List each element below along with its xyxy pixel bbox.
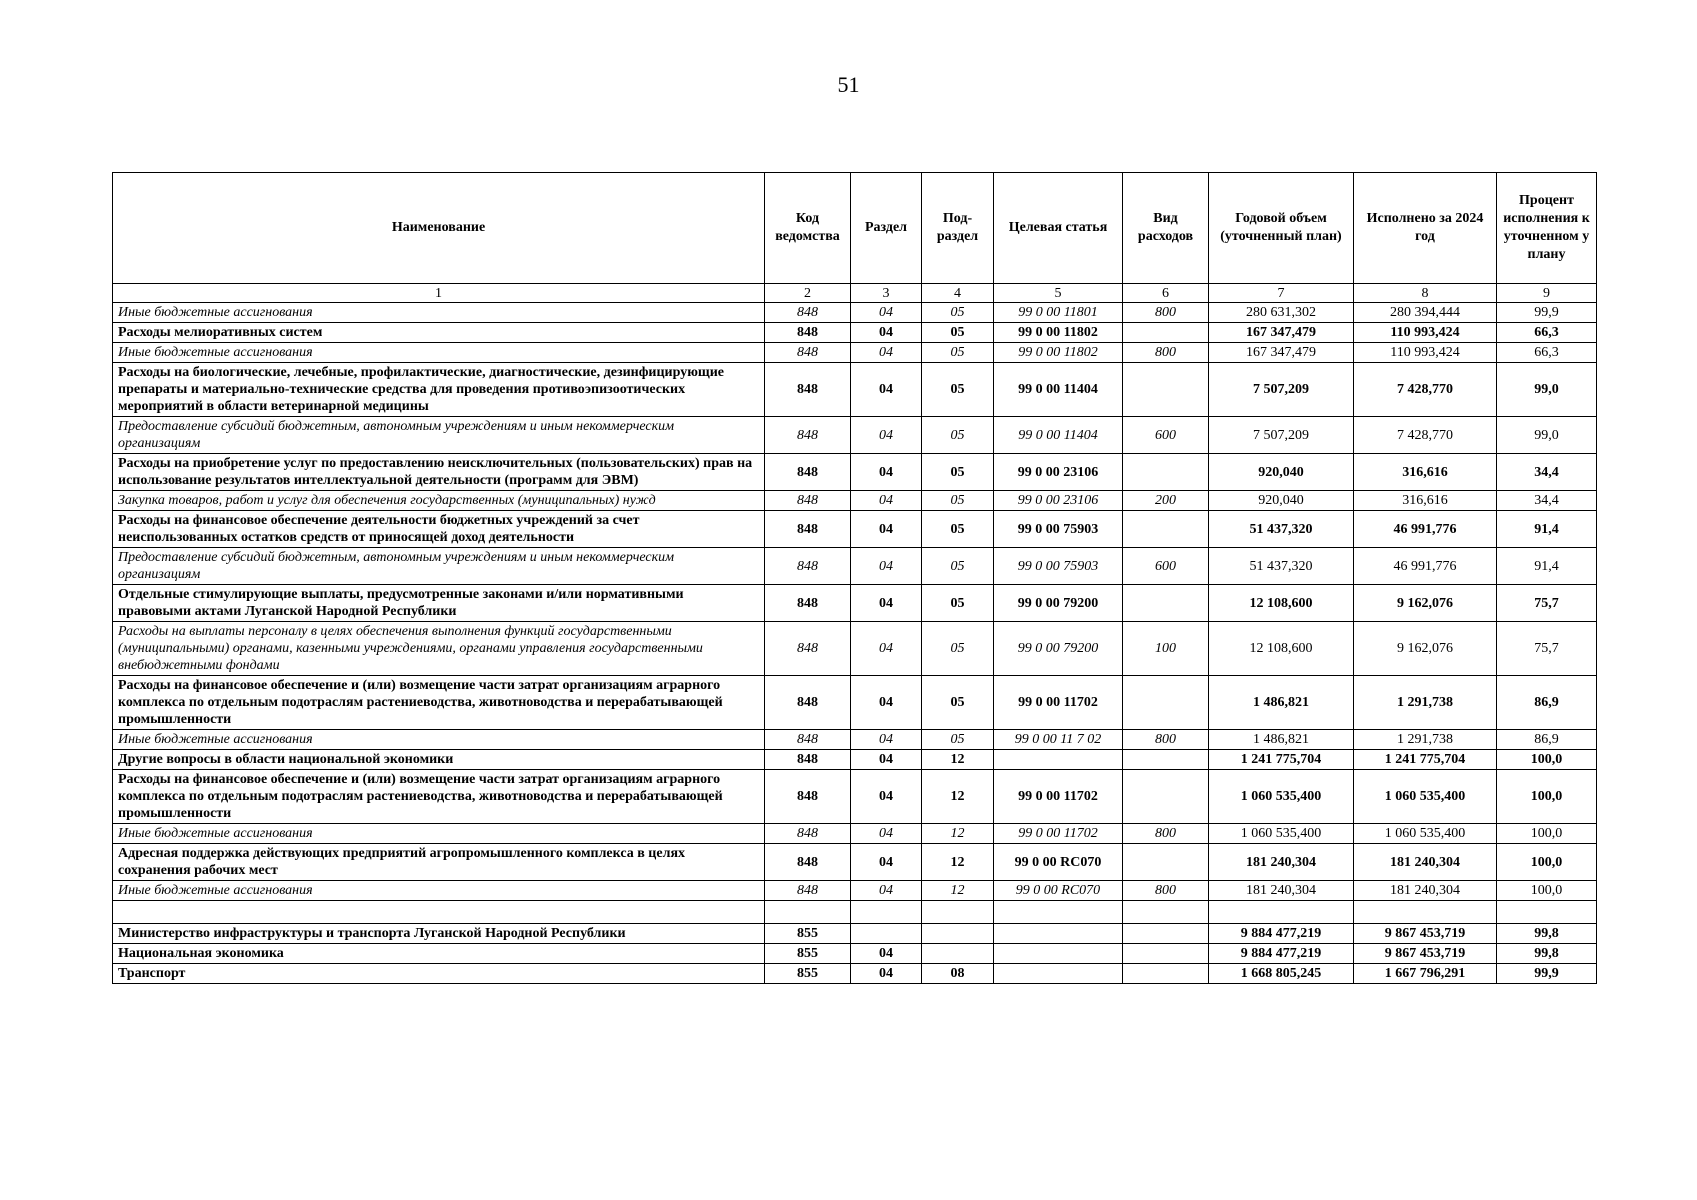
table-row xyxy=(113,363,1597,417)
row-section: 04 xyxy=(851,622,922,676)
row-expense-type: 600 xyxy=(1123,548,1209,585)
row-name: Иные бюджетные ассигнования xyxy=(113,343,765,363)
row-section: 04 xyxy=(851,511,922,548)
row-dept-code: 848 xyxy=(765,323,851,343)
row-annual-plan: 12 108,600 xyxy=(1209,622,1354,676)
row-annual-plan: 1 486,821 xyxy=(1209,676,1354,730)
row-executed: 280 394,444 xyxy=(1354,303,1497,323)
row-percent: 91,4 xyxy=(1497,511,1597,548)
row-annual-plan: 51 437,320 xyxy=(1209,548,1354,585)
row-executed: 1 291,738 xyxy=(1354,730,1497,750)
column-number: 8 xyxy=(1354,284,1497,303)
row-dept-code: 848 xyxy=(765,730,851,750)
row-executed: 1 291,738 xyxy=(1354,676,1497,730)
row-executed: 110 993,424 xyxy=(1354,343,1497,363)
row-executed: 316,616 xyxy=(1354,454,1497,491)
row-dept-code: 855 xyxy=(765,944,851,964)
row-percent: 66,3 xyxy=(1497,323,1597,343)
row-percent: 86,9 xyxy=(1497,676,1597,730)
row-dept-code xyxy=(765,901,851,924)
row-name: Иные бюджетные ассигнования xyxy=(113,881,765,901)
row-subsection: 05 xyxy=(922,548,994,585)
row-executed: 46 991,776 xyxy=(1354,548,1497,585)
row-expense-type xyxy=(1123,924,1209,944)
table-row xyxy=(113,417,1597,454)
row-annual-plan: 9 884 477,219 xyxy=(1209,944,1354,964)
row-subsection: 12 xyxy=(922,770,994,824)
row-dept-code: 848 xyxy=(765,303,851,323)
row-expense-type: 200 xyxy=(1123,491,1209,511)
header-expense-type: Вид расходов xyxy=(1123,173,1209,284)
row-target-article: 99 0 00 11802 xyxy=(994,343,1123,363)
row-executed: 1 241 775,704 xyxy=(1354,750,1497,770)
row-section: 04 xyxy=(851,454,922,491)
table-row xyxy=(113,844,1597,881)
row-executed: 181 240,304 xyxy=(1354,881,1497,901)
row-section: 04 xyxy=(851,548,922,585)
row-annual-plan: 1 486,821 xyxy=(1209,730,1354,750)
row-executed: 1 667 796,291 xyxy=(1354,964,1497,984)
row-section: 04 xyxy=(851,363,922,417)
row-dept-code: 855 xyxy=(765,964,851,984)
row-subsection: 12 xyxy=(922,824,994,844)
row-target-article: 99 0 00 11702 xyxy=(994,676,1123,730)
row-executed: 110 993,424 xyxy=(1354,323,1497,343)
column-number: 3 xyxy=(851,284,922,303)
table-row xyxy=(113,622,1597,676)
table-row xyxy=(113,924,1597,944)
row-executed: 9 867 453,719 xyxy=(1354,924,1497,944)
row-section: 04 xyxy=(851,964,922,984)
row-subsection: 05 xyxy=(922,323,994,343)
row-expense-type xyxy=(1123,363,1209,417)
table-row xyxy=(113,676,1597,730)
table-row xyxy=(113,343,1597,363)
row-target-article: 99 0 00 RC070 xyxy=(994,844,1123,881)
table-row xyxy=(113,585,1597,622)
row-dept-code: 848 xyxy=(765,824,851,844)
row-expense-type: 800 xyxy=(1123,824,1209,844)
row-subsection: 05 xyxy=(922,676,994,730)
row-percent xyxy=(1497,901,1597,924)
row-expense-type xyxy=(1123,511,1209,548)
row-expense-type: 800 xyxy=(1123,730,1209,750)
row-annual-plan: 167 347,479 xyxy=(1209,343,1354,363)
row-executed: 316,616 xyxy=(1354,491,1497,511)
row-subsection: 05 xyxy=(922,585,994,622)
row-subsection: 08 xyxy=(922,964,994,984)
row-dept-code: 848 xyxy=(765,750,851,770)
table-row xyxy=(113,750,1597,770)
column-number: 9 xyxy=(1497,284,1597,303)
table-row xyxy=(113,824,1597,844)
row-expense-type xyxy=(1123,901,1209,924)
row-target-article: 99 0 00 11802 xyxy=(994,323,1123,343)
row-annual-plan: 1 668 805,245 xyxy=(1209,964,1354,984)
table-row xyxy=(113,511,1597,548)
row-dept-code: 848 xyxy=(765,676,851,730)
row-percent: 99,8 xyxy=(1497,944,1597,964)
row-annual-plan: 7 507,209 xyxy=(1209,363,1354,417)
row-target-article xyxy=(994,924,1123,944)
row-section xyxy=(851,924,922,944)
row-subsection: 12 xyxy=(922,881,994,901)
row-name: Расходы мелиоративных систем xyxy=(113,323,765,343)
row-dept-code: 848 xyxy=(765,770,851,824)
row-subsection xyxy=(922,924,994,944)
row-percent: 75,7 xyxy=(1497,585,1597,622)
row-annual-plan xyxy=(1209,901,1354,924)
row-expense-type xyxy=(1123,750,1209,770)
row-section: 04 xyxy=(851,585,922,622)
column-number: 5 xyxy=(994,284,1123,303)
row-name: Расходы на биологические, лечебные, профилактические, диагностические, дезинфицирующие препараты и материально-технические средства для проведения противоэпизоотических мероприятий в области ветеринарной медицины xyxy=(113,363,765,417)
row-percent: 100,0 xyxy=(1497,881,1597,901)
header-annual-plan: Годовой объем (уточненный план) xyxy=(1209,173,1354,284)
row-name: Расходы на финансовое обеспечение деятельности бюджетных учреждений за счет неиспользованных остатков средств от приносящей доход деятельности xyxy=(113,511,765,548)
row-percent: 34,4 xyxy=(1497,454,1597,491)
row-annual-plan: 1 241 775,704 xyxy=(1209,750,1354,770)
row-section: 04 xyxy=(851,824,922,844)
table-row xyxy=(113,964,1597,984)
row-subsection: 12 xyxy=(922,750,994,770)
row-subsection: 05 xyxy=(922,491,994,511)
row-subsection: 05 xyxy=(922,303,994,323)
row-subsection: 05 xyxy=(922,454,994,491)
row-expense-type: 100 xyxy=(1123,622,1209,676)
row-target-article: 99 0 00 11702 xyxy=(994,824,1123,844)
row-expense-type xyxy=(1123,585,1209,622)
row-dept-code: 848 xyxy=(765,585,851,622)
row-target-article: 99 0 00 23106 xyxy=(994,491,1123,511)
row-annual-plan: 51 437,320 xyxy=(1209,511,1354,548)
table-header xyxy=(113,173,1597,303)
row-subsection: 05 xyxy=(922,343,994,363)
row-percent: 100,0 xyxy=(1497,750,1597,770)
row-executed xyxy=(1354,901,1497,924)
header-target-article: Целевая статья xyxy=(994,173,1123,284)
row-name: Закупка товаров, работ и услуг для обеспечения государственных (муниципальных) нужд xyxy=(113,491,765,511)
row-section: 04 xyxy=(851,323,922,343)
row-name: Другие вопросы в области национальной экономики xyxy=(113,750,765,770)
column-number: 2 xyxy=(765,284,851,303)
row-target-article: 99 0 00 11702 xyxy=(994,770,1123,824)
row-name: Министерство инфраструктуры и транспорта Луганской Народной Республики xyxy=(113,924,765,944)
header-percent: Процент исполнения к уточненном у плану xyxy=(1497,173,1597,284)
row-percent: 75,7 xyxy=(1497,622,1597,676)
table-row xyxy=(113,303,1597,323)
column-number: 1 xyxy=(113,284,765,303)
row-name: Адресная поддержка действующих предприятий агропромышленного комплекса в целях сохранения рабочих мест xyxy=(113,844,765,881)
row-subsection xyxy=(922,944,994,964)
table-row xyxy=(113,944,1597,964)
row-target-article: 99 0 00 RC070 xyxy=(994,881,1123,901)
row-executed: 181 240,304 xyxy=(1354,844,1497,881)
row-expense-type xyxy=(1123,964,1209,984)
row-expense-type xyxy=(1123,844,1209,881)
row-dept-code: 848 xyxy=(765,548,851,585)
row-name: Транспорт xyxy=(113,964,765,984)
row-annual-plan: 1 060 535,400 xyxy=(1209,824,1354,844)
row-section: 04 xyxy=(851,676,922,730)
row-section: 04 xyxy=(851,844,922,881)
row-percent: 99,9 xyxy=(1497,303,1597,323)
header-name: Наименование xyxy=(113,173,765,284)
row-name: Расходы на приобретение услуг по предоставлению неисключительных (пользовательских) прав на использование результатов интеллектуальной деятельности (программ для ЭВМ) xyxy=(113,454,765,491)
row-name: Иные бюджетные ассигнования xyxy=(113,824,765,844)
row-section: 04 xyxy=(851,491,922,511)
column-number: 4 xyxy=(922,284,994,303)
row-target-article xyxy=(994,901,1123,924)
row-subsection: 05 xyxy=(922,417,994,454)
row-section: 04 xyxy=(851,881,922,901)
header-section: Раздел xyxy=(851,173,922,284)
row-executed: 1 060 535,400 xyxy=(1354,770,1497,824)
row-expense-type xyxy=(1123,770,1209,824)
row-target-article: 99 0 00 11404 xyxy=(994,417,1123,454)
row-executed: 1 060 535,400 xyxy=(1354,824,1497,844)
row-target-article xyxy=(994,750,1123,770)
row-section: 04 xyxy=(851,730,922,750)
table-body xyxy=(113,303,1597,984)
table-row xyxy=(113,454,1597,491)
row-annual-plan: 181 240,304 xyxy=(1209,881,1354,901)
row-percent: 66,3 xyxy=(1497,343,1597,363)
table-row xyxy=(113,491,1597,511)
row-target-article: 99 0 00 23106 xyxy=(994,454,1123,491)
row-percent: 99,0 xyxy=(1497,363,1597,417)
row-expense-type: 800 xyxy=(1123,881,1209,901)
row-target-article xyxy=(994,964,1123,984)
row-percent: 100,0 xyxy=(1497,844,1597,881)
table-row xyxy=(113,323,1597,343)
row-dept-code: 848 xyxy=(765,881,851,901)
row-dept-code: 848 xyxy=(765,417,851,454)
row-section: 04 xyxy=(851,944,922,964)
row-dept-code: 855 xyxy=(765,924,851,944)
table-row xyxy=(113,770,1597,824)
row-subsection: 05 xyxy=(922,622,994,676)
row-section: 04 xyxy=(851,770,922,824)
row-annual-plan: 1 060 535,400 xyxy=(1209,770,1354,824)
row-subsection: 05 xyxy=(922,363,994,417)
row-name: Отдельные стимулирующие выплаты, предусмотренные законами и/или нормативными правовыми актами Луганской Народной Республики xyxy=(113,585,765,622)
row-subsection: 05 xyxy=(922,730,994,750)
row-target-article: 99 0 00 75903 xyxy=(994,548,1123,585)
row-executed: 7 428,770 xyxy=(1354,363,1497,417)
row-dept-code: 848 xyxy=(765,343,851,363)
header-row xyxy=(113,173,1597,284)
table-row xyxy=(113,548,1597,585)
row-section: 04 xyxy=(851,343,922,363)
row-section: 04 xyxy=(851,303,922,323)
row-executed: 46 991,776 xyxy=(1354,511,1497,548)
column-number: 7 xyxy=(1209,284,1354,303)
row-name: Национальная экономика xyxy=(113,944,765,964)
row-expense-type: 800 xyxy=(1123,303,1209,323)
row-dept-code: 848 xyxy=(765,511,851,548)
row-subsection: 05 xyxy=(922,511,994,548)
row-name: Иные бюджетные ассигнования xyxy=(113,303,765,323)
row-executed: 9 867 453,719 xyxy=(1354,944,1497,964)
row-annual-plan: 9 884 477,219 xyxy=(1209,924,1354,944)
row-annual-plan: 920,040 xyxy=(1209,491,1354,511)
row-percent: 99,8 xyxy=(1497,924,1597,944)
row-section: 04 xyxy=(851,750,922,770)
table-row xyxy=(113,730,1597,750)
row-dept-code: 848 xyxy=(765,491,851,511)
row-annual-plan: 12 108,600 xyxy=(1209,585,1354,622)
row-dept-code: 848 xyxy=(765,622,851,676)
row-expense-type xyxy=(1123,944,1209,964)
row-target-article: 99 0 00 11 7 02 xyxy=(994,730,1123,750)
row-dept-code: 848 xyxy=(765,363,851,417)
row-name: Предоставление субсидий бюджетным, автономным учреждениям и иным некоммерческим организациям xyxy=(113,548,765,585)
row-target-article: 99 0 00 79200 xyxy=(994,622,1123,676)
budget-execution-table xyxy=(112,172,1597,984)
row-dept-code: 848 xyxy=(765,454,851,491)
header-dept-code: Код ведомства xyxy=(765,173,851,284)
row-executed: 9 162,076 xyxy=(1354,622,1497,676)
row-annual-plan: 167 347,479 xyxy=(1209,323,1354,343)
row-executed: 9 162,076 xyxy=(1354,585,1497,622)
row-expense-type: 800 xyxy=(1123,343,1209,363)
row-executed: 7 428,770 xyxy=(1354,417,1497,454)
row-name: Предоставление субсидий бюджетным, автономным учреждениям и иным некоммерческим организациям xyxy=(113,417,765,454)
header-subsection: Под-раздел xyxy=(922,173,994,284)
row-annual-plan: 920,040 xyxy=(1209,454,1354,491)
row-name: Расходы на выплаты персоналу в целях обеспечения выполнения функций государственными (муниципальными) органами, казенными учреждениями, органами управления государственными внебюджетными фондами xyxy=(113,622,765,676)
column-number-row xyxy=(113,284,1597,303)
header-executed: Исполнено за 2024 год xyxy=(1354,173,1497,284)
row-percent: 91,4 xyxy=(1497,548,1597,585)
row-expense-type xyxy=(1123,676,1209,730)
row-percent: 86,9 xyxy=(1497,730,1597,750)
table-row xyxy=(113,881,1597,901)
row-expense-type: 600 xyxy=(1123,417,1209,454)
row-section: 04 xyxy=(851,417,922,454)
row-dept-code: 848 xyxy=(765,844,851,881)
row-name: Иные бюджетные ассигнования xyxy=(113,730,765,750)
row-percent: 100,0 xyxy=(1497,824,1597,844)
row-percent: 99,0 xyxy=(1497,417,1597,454)
row-name: Расходы на финансовое обеспечение и (или) возмещение части затрат организациям аграрного комплекса по отдельным подотраслям растениеводства, животноводства и перерабатывающей промышленности xyxy=(113,676,765,730)
row-expense-type xyxy=(1123,323,1209,343)
row-expense-type xyxy=(1123,454,1209,491)
row-annual-plan: 7 507,209 xyxy=(1209,417,1354,454)
table-row xyxy=(113,901,1597,924)
row-target-article: 99 0 00 11404 xyxy=(994,363,1123,417)
page-number: 51 xyxy=(837,72,860,97)
row-annual-plan: 181 240,304 xyxy=(1209,844,1354,881)
row-section xyxy=(851,901,922,924)
row-name xyxy=(113,901,765,924)
row-subsection xyxy=(922,901,994,924)
row-percent: 100,0 xyxy=(1497,770,1597,824)
column-number: 6 xyxy=(1123,284,1209,303)
row-target-article: 99 0 00 11801 xyxy=(994,303,1123,323)
row-annual-plan: 280 631,302 xyxy=(1209,303,1354,323)
row-subsection: 12 xyxy=(922,844,994,881)
row-percent: 34,4 xyxy=(1497,491,1597,511)
row-name: Расходы на финансовое обеспечение и (или) возмещение части затрат организациям аграрного комплекса по отдельным подотраслям растениеводства, животноводства и перерабатывающей промышленности xyxy=(113,770,765,824)
row-percent: 99,9 xyxy=(1497,964,1597,984)
row-target-article: 99 0 00 79200 xyxy=(994,585,1123,622)
row-target-article: 99 0 00 75903 xyxy=(994,511,1123,548)
row-target-article xyxy=(994,944,1123,964)
